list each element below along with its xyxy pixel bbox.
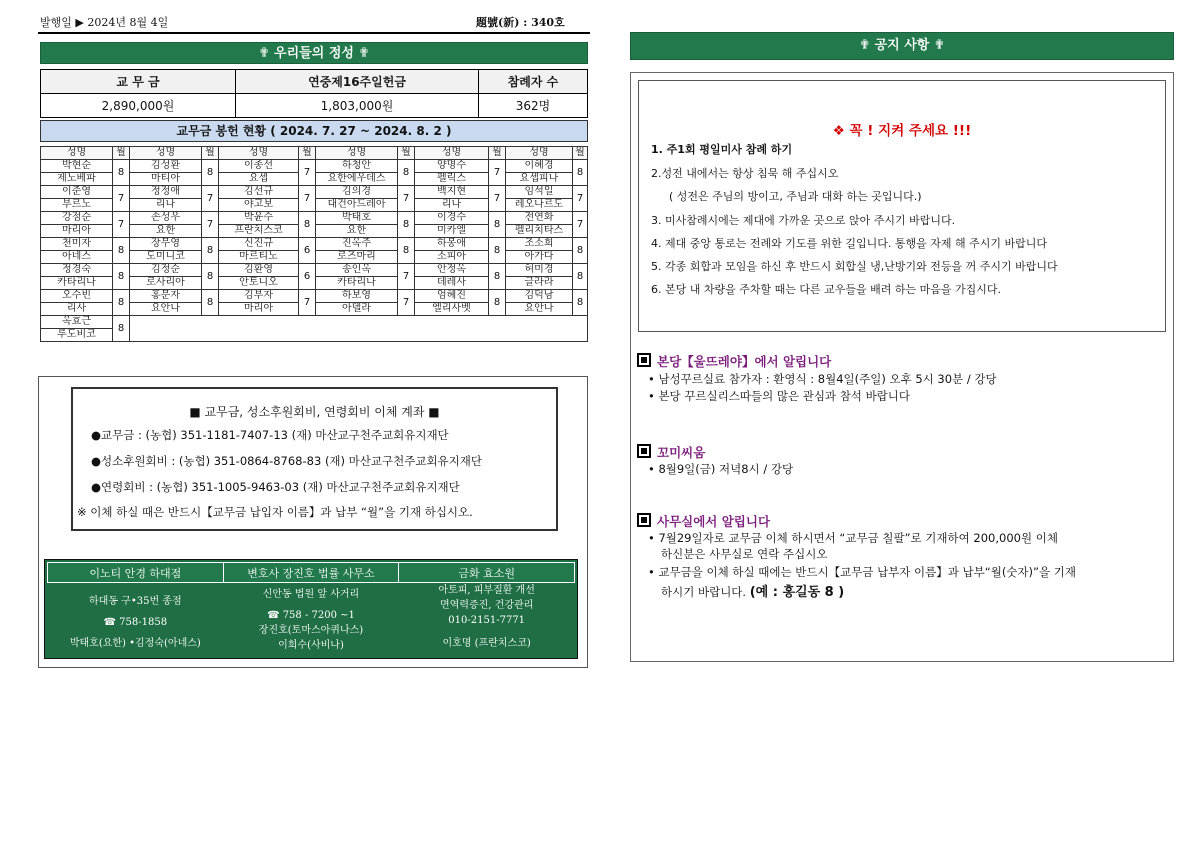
donor-month-count: 8	[489, 264, 506, 290]
col-header-name: 성명	[316, 147, 398, 160]
section-bullet: • 본당 꾸르실리스따들의 많은 관심과 참석 바랍니다	[648, 389, 911, 403]
sponsor-table	[47, 562, 575, 656]
square-bullet-icon	[637, 353, 651, 367]
donor-baptismal-name: 대건아드레아	[316, 199, 398, 212]
rule-item: 2.성전 내에서는 항상 침묵 해 주십시오	[651, 167, 839, 180]
donor-baptismal-name: 레오나르도	[506, 199, 573, 212]
donor-baptismal-name: 리나	[130, 199, 202, 212]
donor-name: 김부자	[219, 290, 299, 303]
donor-baptismal-name: 요안나	[506, 303, 573, 316]
section-ultreya	[637, 351, 831, 370]
donor-month-count: 8	[202, 290, 219, 316]
donor-month-count: 8	[113, 264, 130, 290]
col-header-month: 월	[489, 147, 506, 160]
donor-name: 천미자	[41, 238, 113, 251]
donor-baptismal-name: 아델라	[316, 303, 398, 316]
donor-baptismal-name: 도미니코	[130, 251, 202, 264]
donor-name: 김성환	[130, 160, 202, 173]
fund-value-collection: 1,803,000원	[236, 94, 479, 118]
sponsor-desc: 아토피, 피부질환 개선	[438, 585, 535, 596]
col-header-month: 월	[113, 147, 130, 160]
donor-table	[40, 146, 588, 342]
donor-month-count: 8	[573, 290, 588, 316]
donor-baptismal-name: 마리아	[219, 303, 299, 316]
fund-header-attendance: 참례자 수	[479, 70, 588, 94]
donor-name: 김덕남	[506, 290, 573, 303]
offering-title: ✟ 우리들의 정성 ✟	[40, 42, 588, 64]
donor-month-count: 7	[113, 186, 130, 212]
section-title: 꼬미씨움	[657, 445, 706, 460]
square-bullet-icon	[637, 513, 651, 527]
donor-baptismal-name: 카타리나	[41, 277, 113, 290]
donor-month-count: 8	[573, 264, 588, 290]
col-header-name: 성명	[41, 147, 113, 160]
donor-month-count: 7	[202, 212, 219, 238]
section-title: 사무실에서 알립니다	[657, 514, 771, 529]
donor-name: 이경수	[415, 212, 489, 225]
account-line-funeral: ●연령회비 : (농협) 351-1005-9463-03 (재) 마산교구천주교회유지재단	[91, 480, 460, 494]
donor-baptismal-name: 루도비코	[41, 329, 113, 342]
donor-baptismal-name: 프란치스코	[219, 225, 299, 238]
sponsor-name: 이노티 안경 하대점	[48, 563, 224, 583]
donor-name: 하봉애	[415, 238, 489, 251]
donor-name: 박태호	[316, 212, 398, 225]
sponsor-address: 하대동 구•35번 종점	[89, 596, 182, 607]
rule-item: 4. 제대 중앙 통로는 전례와 기도를 위한 길입니다. 통행을 자제 해 주시기 바랍니다	[651, 237, 1047, 250]
header-rule	[38, 32, 590, 34]
col-header-month: 월	[398, 147, 415, 160]
donor-name: 진옥주	[316, 238, 398, 251]
donor-row	[41, 238, 588, 251]
donor-row	[41, 212, 588, 225]
donor-row	[41, 316, 588, 329]
donor-baptismal-name: 요한	[130, 225, 202, 238]
sponsor-name: 변호사 장진호 법률 사무소	[223, 563, 399, 583]
donor-name: 백지현	[415, 186, 489, 199]
sponsor-owner: 이희수(사비나)	[278, 640, 344, 651]
donor-name: 김환영	[219, 264, 299, 277]
section-bullet: • 남성꾸르실료 참가자 : 환영식 : 8월4일(주일) 오후 5시 30분 / 강당	[648, 372, 997, 386]
donor-baptismal-name: 데레사	[415, 277, 489, 290]
donor-name: 허미경	[506, 264, 573, 277]
section-comitium	[637, 442, 705, 461]
donor-baptismal-name: 아가다	[506, 251, 573, 264]
donor-month-count: 8	[113, 290, 130, 316]
rule-item: ( 성전은 주님의 방이고, 주님과 대화 하는 곳입니다.)	[669, 190, 922, 203]
sponsor-owner: 이호명 (프란치스코)	[442, 638, 531, 649]
sponsor-address: 신안동 법원 앞 사거리	[262, 589, 360, 600]
donor-month-count: 8	[398, 160, 415, 186]
sponsor-desc: 면역력증진, 건강관리	[440, 600, 534, 611]
donor-month-count: 7	[299, 186, 316, 212]
donor-month-count: 7	[489, 186, 506, 212]
donor-baptismal-name: 요한	[316, 225, 398, 238]
sponsor-phone: 010-2151-7771	[448, 615, 526, 626]
donor-name: 이준영	[41, 186, 113, 199]
donor-name: 손성우	[130, 212, 202, 225]
account-note: ※ 이체 하실 때은 반드시【교무금 납입자 이름】과 납부 “월”을 기재 하십시오.	[77, 505, 473, 519]
donor-baptismal-name: 카타리나	[316, 277, 398, 290]
rule-item: 3. 미사참례시에는 제대에 가까운 곳으로 앉아 주시기 바랍니다.	[651, 214, 956, 227]
donor-month-count: 8	[202, 160, 219, 186]
issue-number: 題號(新) : 340호	[476, 16, 565, 29]
donor-month-count: 7	[113, 212, 130, 238]
section-bullet: • 8월9일(금) 저녁8시 / 강당	[648, 462, 794, 476]
section-bullet	[661, 581, 844, 600]
section-office	[637, 511, 770, 530]
donor-name: 임석일	[506, 186, 573, 199]
donor-month-count: 8	[398, 212, 415, 238]
donor-month-count: 8	[113, 160, 130, 186]
donor-month-count: 7	[573, 212, 588, 238]
donor-name: 안정옥	[415, 264, 489, 277]
col-header-month: 월	[573, 147, 588, 160]
donor-baptismal-name: 요한에우데스	[316, 173, 398, 186]
donor-name: 김의경	[316, 186, 398, 199]
donor-name: 엄혜진	[415, 290, 489, 303]
col-header-name: 성명	[219, 147, 299, 160]
donor-baptismal-name: 야고보	[219, 199, 299, 212]
donor-name: 김선규	[219, 186, 299, 199]
donor-baptismal-name: 요셉	[219, 173, 299, 186]
donor-baptismal-name: 부르노	[41, 199, 113, 212]
donor-name: 강점순	[41, 212, 113, 225]
section-title: 본당【울뜨레야】에서 알립니다	[657, 354, 832, 369]
donor-name: 김정순	[130, 264, 202, 277]
donor-baptismal-name: 요안나	[130, 303, 202, 316]
sponsor-detail	[223, 583, 399, 657]
sponsor-owner: 장진호(토마스아퀴나스)	[258, 625, 364, 636]
donor-baptismal-name: 리나	[415, 199, 489, 212]
fund-header-collection: 연중제16주일헌금	[236, 70, 479, 94]
donor-baptismal-name: 아네스	[41, 251, 113, 264]
empty-cell	[130, 316, 588, 342]
donor-month-count: 7	[398, 290, 415, 316]
account-box	[71, 387, 558, 531]
donor-baptismal-name: 로즈마리	[316, 251, 398, 264]
col-header-name: 성명	[415, 147, 489, 160]
donor-month-count: 8	[489, 212, 506, 238]
account-line-tithe: ●교무금 : (농협) 351-1181-7407-13 (재) 마산교구천주교회유지재단	[91, 428, 449, 442]
section-bullet: • 7월29일자로 교무금 이체 하시면서 “교무금 칠팔”로 기재하여 200,000원 이체	[648, 531, 1058, 545]
donor-name: 전연화	[506, 212, 573, 225]
donor-month-count: 7	[398, 264, 415, 290]
donor-name: 조소희	[506, 238, 573, 251]
col-header-name: 성명	[506, 147, 573, 160]
donor-month-count: 6	[299, 238, 316, 264]
square-bullet-icon	[637, 444, 651, 458]
col-header-month: 월	[299, 147, 316, 160]
rules-heading: ❖ 꼭 ! 지켜 주세요 !!!	[832, 123, 972, 139]
section-bullet: • 교무금을 이체 하실 때에는 반드시【교무금 납부자 이름】과 납부“월(숫자)”을 기재	[648, 565, 1076, 579]
donor-name: 오수빈	[41, 290, 113, 303]
donor-row	[41, 186, 588, 199]
donor-row	[41, 264, 588, 277]
donor-baptismal-name: 펠리치타스	[506, 225, 573, 238]
rules-box	[638, 80, 1166, 332]
donor-baptismal-name: 글라라	[506, 277, 573, 290]
donor-row	[41, 290, 588, 303]
donor-baptismal-name: 안토니오	[219, 277, 299, 290]
fund-header-tithe: 교 무 금	[41, 70, 236, 94]
donor-month-count: 7	[299, 160, 316, 186]
donor-name: 정정애	[130, 186, 202, 199]
col-header-month: 월	[202, 147, 219, 160]
donor-name: 정경숙	[41, 264, 113, 277]
donor-month-count: 7	[299, 290, 316, 316]
donor-month-count: 8	[202, 264, 219, 290]
sponsor-name: 금화 효소원	[399, 563, 575, 583]
donor-baptismal-name: 엘리사벳	[415, 303, 489, 316]
account-line-vocation: ●성소후원회비 : (농협) 351-0864-8768-83 (재) 마산교구천주교회유지재단	[91, 454, 482, 468]
section-bullet-text: 하시기 바랍니다.	[661, 585, 747, 599]
donor-month-count: 8	[202, 238, 219, 264]
donor-month-count: 8	[489, 238, 506, 264]
donor-name: 장무영	[130, 238, 202, 251]
sponsor-phone: ☎ 758 - 7200 ~1	[267, 610, 355, 621]
donor-month-count: 8	[489, 290, 506, 316]
rule-item: 1. 주1회 평일미사 참례 하기	[651, 143, 793, 156]
donor-baptismal-name: 펠릭스	[415, 173, 489, 186]
donor-name: 박윤수	[219, 212, 299, 225]
sponsor-phone: ☎ 758-1858	[103, 617, 168, 628]
rule-item: 6. 본당 내 차량을 주차할 때는 다른 교우들을 배려 하는 마음을 가집시다.	[651, 283, 1001, 296]
donor-baptismal-name: 제노베파	[41, 173, 113, 186]
example-text: (예 : 홍길동 8 )	[749, 585, 845, 600]
rule-item: 5. 각종 회합과 모임을 하신 후 반드시 회합실 냉,난방기와 전등을 꺼 주시기 바랍니다	[651, 260, 1058, 273]
donor-name: 신진규	[219, 238, 299, 251]
donor-month-count: 8	[113, 238, 130, 264]
sponsor-detail	[399, 583, 575, 657]
donor-baptismal-name: 마르티노	[219, 251, 299, 264]
donor-month-count: 7	[398, 186, 415, 212]
donor-name: 하청안	[316, 160, 398, 173]
col-header-name: 성명	[130, 147, 202, 160]
gift-status-title: 교무금 봉헌 현황 ( 2024. 7. 27 ~ 2024. 8. 2 )	[40, 120, 588, 142]
donor-month-count: 8	[573, 238, 588, 264]
donor-name: 이종선	[219, 160, 299, 173]
donor-name: 옥효근	[41, 316, 113, 329]
donor-month-count: 7	[489, 160, 506, 186]
section-bullet: 하신분은 사무실로 연락 주십시오	[661, 547, 828, 561]
donor-baptismal-name: 요셉피나	[506, 173, 573, 186]
fund-value-tithe: 2,890,000원	[41, 94, 236, 118]
donor-baptismal-name: 리사	[41, 303, 113, 316]
fund-value-attendance: 362명	[479, 94, 588, 118]
offering-summary-table	[40, 69, 588, 118]
notice-title: ✟ 공지 사항 ✟	[630, 32, 1174, 60]
donor-name: 박현순	[41, 160, 113, 173]
donor-name: 하보영	[316, 290, 398, 303]
donor-name: 양명수	[415, 160, 489, 173]
donor-baptismal-name: 미카엘	[415, 225, 489, 238]
donor-month-count: 7	[573, 186, 588, 212]
donor-baptismal-name: 마리아	[41, 225, 113, 238]
donor-baptismal-name: 소피아	[415, 251, 489, 264]
donor-month-count: 8	[398, 238, 415, 264]
account-title: ■ 교무금, 성소후원회비, 연령회비 이체 계좌 ■	[189, 405, 440, 419]
donor-month-count: 7	[202, 186, 219, 212]
donor-month-count: 8	[113, 316, 130, 342]
donor-baptismal-name: 로사리아	[130, 277, 202, 290]
donor-name: 홍문자	[130, 290, 202, 303]
issue-date: 발행일 ▶ 2024년 8월 4일	[40, 16, 169, 29]
donor-month-count: 6	[299, 264, 316, 290]
sponsor-owner: 박태호(요한) •김정숙(아네스)	[69, 638, 201, 649]
donor-name: 이혜경	[506, 160, 573, 173]
donor-baptismal-name: 마티아	[130, 173, 202, 186]
donor-name: 송인옥	[316, 264, 398, 277]
donor-month-count: 8	[299, 212, 316, 238]
donor-row	[41, 160, 588, 173]
donor-month-count: 8	[573, 160, 588, 186]
sponsor-detail	[48, 583, 224, 657]
